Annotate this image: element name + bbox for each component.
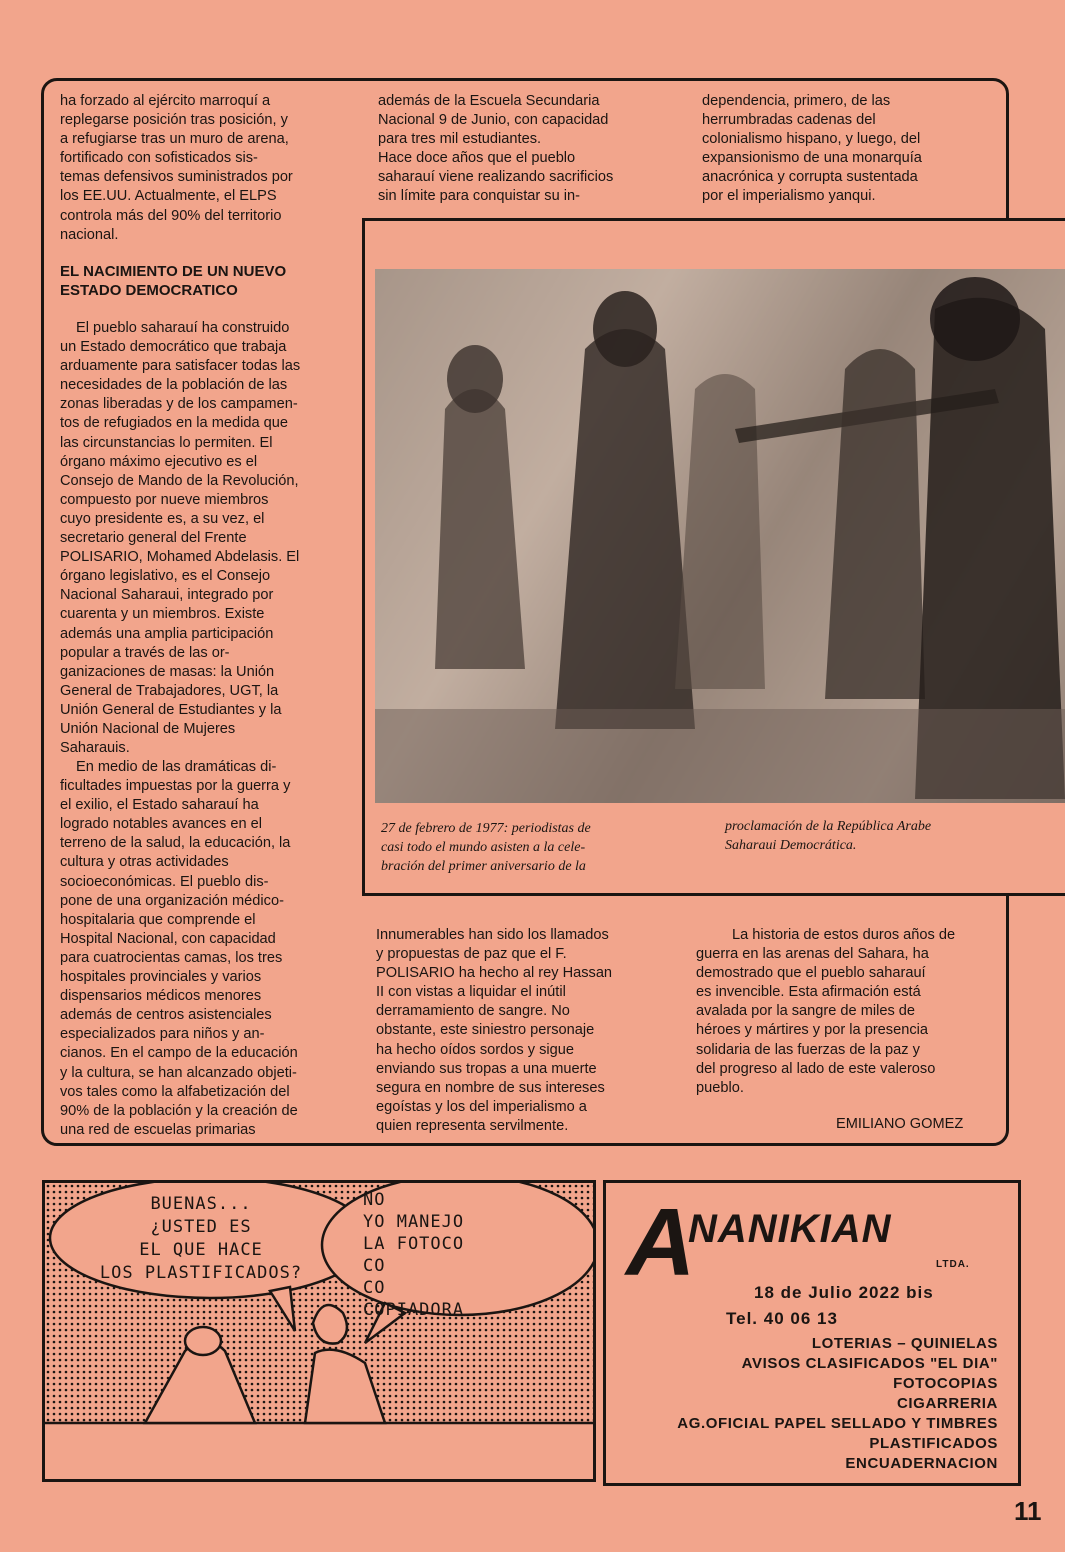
photo-frame (362, 218, 1065, 896)
ad-service-line: AVISOS CLASIFICADOS "EL DIA" (741, 1355, 998, 1372)
ad-phone: Tel. 40 06 13 (726, 1309, 838, 1328)
photo-caption-left: 27 de febrero de 1977: periodistas de casi todo el mundo asisten a la cele- bración del primer aniversario de la (381, 821, 591, 874)
article-body-2: En medio de las dramáticas di- ficultades impuestas por la guerra y el exilio, el Estado saharauí ha logrado notables avances en el terreno de la salud, la educación, la cultura y otras actividades socioeconómicas. El pueblo dis- pone de una organización médico- hospitalaria que comprende el Hospital Nacional, con capacidad para cuatrocientas camas, los tres hospitales provinciales y varios dispensarios médicos menores además de centros asistenciales especializados para niños y an- cianos. En el campo de la educación y la cultura, se han alcanzado objeti- vos tales como la alfabetización del 90% de la población y la creación de una red de escuelas primarias (60, 759, 298, 1138)
photo-figures (375, 269, 1065, 803)
ad-brand-name: NANIKIAN (688, 1207, 892, 1251)
article-intro: ha forzado al ejército marroquí a replegarse posición tras posición, y a refugiarse tras un muro de arena, fortificado con sofisticados sis- temas defensivos suministrados por los EE.UU. Actualmente, el ELPS controla más del 90% del territorio nacional. (60, 93, 293, 243)
article-body-1: El pueblo saharauí ha construido un Estado democrático que trabaja arduamente para satisfacer todas las necesidades de la población de las zonas liberadas y de los campamen- tos de refugiados en la medida que las circunstancias lo permiten. El órgano máximo ejecutivo es el Consejo de Mando de la Revolución, compuesto por nueve miembros cuyo presidente es, a su vez, el secretario general del Frente POLISARIO, Mohamed Abdelasis. El órgano legislativo, es el Consejo Nacional Saharaui, integrado por cuarenta y un miembros. Existe además una amplia participación popular a través de las or- ganizaciones de masas: la Unión General de Trabajadores, UGT, la Unión General de Estudiantes y la Unión Nacional de Mujeres Saharauis. (60, 320, 301, 757)
speech-bubble-left-text: BUENAS... ¿USTED ES EL QUE HACE LOS PLASTIFICADOS? (99, 1194, 303, 1283)
article-author: EMILIANO GOMEZ (836, 1116, 964, 1132)
photo-caption-right: proclamación de la República Arabe Saharaui Democrática. (725, 819, 932, 853)
ad-service-line: CIGARRERIA (896, 1395, 998, 1412)
speech-bubble-right-text: NO YO MANEJO LA FOTOCO CO CO COPIADORA (363, 1190, 465, 1320)
ad-address: 18 de Julio 2022 bis (754, 1283, 934, 1302)
ad-brand-initial: A (626, 1189, 696, 1296)
article-col3-top: dependencia, primero, de las herrumbradas cadenas del colonialismo hispano, y luego, del expansionismo de una monarquía anacrónica y corrupta sustentada por el imperialismo yanqui. (702, 93, 922, 205)
ad-ltda: LTDA. (936, 1259, 970, 1270)
page-number: 11 (1014, 1496, 1042, 1526)
ad-service-line: AG.OFICIAL PAPEL SELLADO Y TIMBRES (677, 1415, 998, 1432)
ad-service-line: LOTERIAS – QUINIELAS (811, 1335, 998, 1352)
article-col3-bottom: La historia de estos duros años de guerra en las arenas del Sahara, ha demostrado que el pueblo saharauí es invencible. Esta afirmación está avalada por la sangre de miles de héroes y mártires y por la presencia solidaria de las fuerzas de la paz y del progreso al lado de este valeroso pueblo. (696, 927, 956, 1096)
cartoon-panel (42, 1180, 596, 1482)
article-heading: EL NACIMIENTO DE UN NUEVO ESTADO DEMOCRATICO (60, 263, 287, 299)
press-photo (375, 269, 1065, 803)
advertisement-box (603, 1180, 1021, 1486)
article-col2-bottom: Innumerables han sido los llamados y propuestas de paz que el F. POLISARIO ha hecho al rey Hassan II con vistas a liquidar el inútil derramamiento de sangre. No obstante, este siniestro personaje ha hecho oídos sordos y sigue enviando sus tropas a una muerte segura en nombre de sus intereses egoístas y los del imperialismo a quien representa servilmente. (376, 927, 613, 1134)
ad-service-line: FOTOCOPIAS (893, 1375, 998, 1392)
article-col2-top: además de la Escuela Secundaria Nacional 9 de Junio, con capacidad para tres mil estudiantes. Hace doce años que el pueblo saharauí viene realizando sacrificios sin límite para conquistar su in- (378, 93, 614, 205)
ad-service-line: ENCUADERNACION (845, 1455, 998, 1472)
ad-service-line: PLASTIFICADOS (869, 1435, 998, 1452)
